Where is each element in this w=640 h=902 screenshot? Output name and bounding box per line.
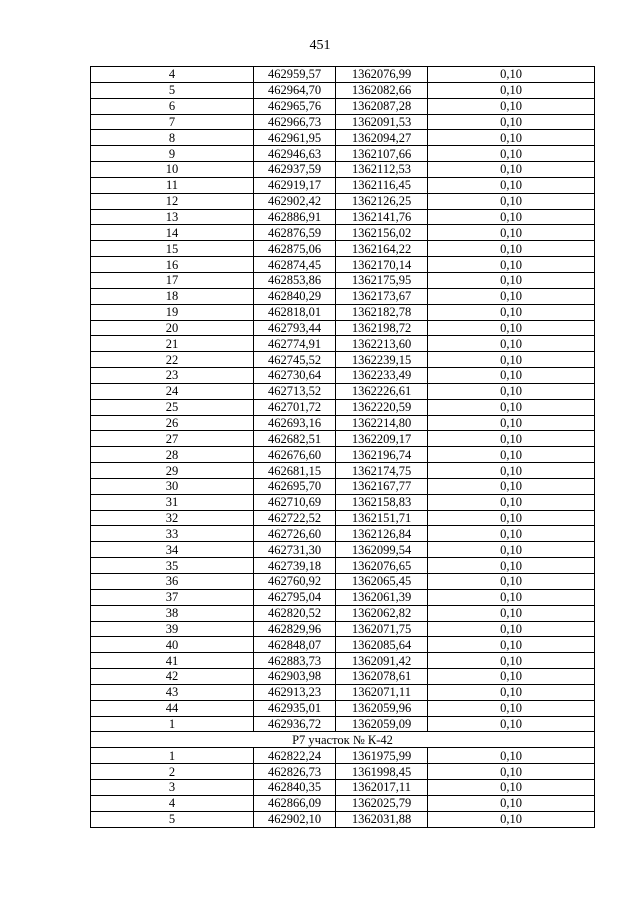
y-coordinate-cell: 1362025,79 (336, 795, 428, 811)
accuracy-cell: 0,10 (428, 494, 595, 510)
table-row (91, 795, 595, 811)
point-number-cell: 30 (91, 478, 254, 494)
accuracy-cell: 0,10 (428, 241, 595, 257)
table-row (91, 494, 595, 510)
y-coordinate-cell: 1362175,95 (336, 272, 428, 288)
point-number-cell: 24 (91, 383, 254, 399)
table-row (91, 748, 595, 764)
table-row (91, 621, 595, 637)
y-coordinate-cell: 1362164,22 (336, 241, 428, 257)
y-coordinate-cell: 1362059,96 (336, 700, 428, 716)
table-row (91, 336, 595, 352)
accuracy-cell: 0,10 (428, 463, 595, 479)
y-coordinate-cell: 1362082,66 (336, 82, 428, 98)
point-number-cell: 31 (91, 494, 254, 510)
table-row (91, 288, 595, 304)
table-row (91, 352, 595, 368)
x-coordinate-cell: 462883,73 (254, 653, 336, 669)
accuracy-cell: 0,10 (428, 589, 595, 605)
table-row (91, 415, 595, 431)
x-coordinate-cell: 462739,18 (254, 558, 336, 574)
y-coordinate-cell: 1362071,75 (336, 621, 428, 637)
table-row (91, 653, 595, 669)
x-coordinate-cell: 462818,01 (254, 304, 336, 320)
accuracy-cell: 0,10 (428, 209, 595, 225)
point-number-cell: 43 (91, 684, 254, 700)
y-coordinate-cell: 1362126,84 (336, 526, 428, 542)
accuracy-cell: 0,10 (428, 415, 595, 431)
y-coordinate-cell: 1362209,17 (336, 431, 428, 447)
accuracy-cell: 0,10 (428, 177, 595, 193)
x-coordinate-cell: 462713,52 (254, 383, 336, 399)
table-row (91, 764, 595, 780)
accuracy-cell: 0,10 (428, 162, 595, 178)
point-number-cell: 36 (91, 574, 254, 590)
table-row (91, 257, 595, 273)
accuracy-cell: 0,10 (428, 368, 595, 384)
point-number-cell: 7 (91, 114, 254, 130)
x-coordinate-cell: 462722,52 (254, 510, 336, 526)
accuracy-cell: 0,10 (428, 146, 595, 162)
accuracy-cell: 0,10 (428, 257, 595, 273)
y-coordinate-cell: 1362151,71 (336, 510, 428, 526)
point-number-cell: 14 (91, 225, 254, 241)
table-row (91, 383, 595, 399)
point-number-cell: 12 (91, 193, 254, 209)
y-coordinate-cell: 1362078,61 (336, 669, 428, 685)
x-coordinate-cell: 462848,07 (254, 637, 336, 653)
y-coordinate-cell: 1362062,82 (336, 605, 428, 621)
x-coordinate-cell: 462853,86 (254, 272, 336, 288)
y-coordinate-cell: 1362091,53 (336, 114, 428, 130)
point-number-cell: 16 (91, 257, 254, 273)
accuracy-cell: 0,10 (428, 605, 595, 621)
table-row (91, 241, 595, 257)
table-row (91, 130, 595, 146)
point-number-cell: 2 (91, 764, 254, 780)
table-row (91, 463, 595, 479)
table-row (91, 589, 595, 605)
table-row (91, 637, 595, 653)
table-row (91, 478, 595, 494)
accuracy-cell: 0,10 (428, 82, 595, 98)
y-coordinate-cell: 1362214,80 (336, 415, 428, 431)
point-number-cell: 28 (91, 447, 254, 463)
point-number-cell: 1 (91, 748, 254, 764)
accuracy-cell: 0,10 (428, 526, 595, 542)
y-coordinate-cell: 1362112,53 (336, 162, 428, 178)
accuracy-cell: 0,10 (428, 779, 595, 795)
point-number-cell: 37 (91, 589, 254, 605)
x-coordinate-cell: 462959,57 (254, 67, 336, 83)
table-row (91, 605, 595, 621)
point-number-cell: 22 (91, 352, 254, 368)
y-coordinate-cell: 1362091,42 (336, 653, 428, 669)
point-number-cell: 1 (91, 716, 254, 732)
accuracy-cell: 0,10 (428, 748, 595, 764)
x-coordinate-cell: 462902,10 (254, 811, 336, 827)
accuracy-cell: 0,10 (428, 558, 595, 574)
table-row (91, 162, 595, 178)
point-number-cell: 19 (91, 304, 254, 320)
y-coordinate-cell: 1362141,76 (336, 209, 428, 225)
accuracy-cell: 0,10 (428, 716, 595, 732)
y-coordinate-cell: 1362065,45 (336, 574, 428, 590)
x-coordinate-cell: 462829,96 (254, 621, 336, 637)
table-row (91, 225, 595, 241)
point-number-cell: 18 (91, 288, 254, 304)
point-number-cell: 11 (91, 177, 254, 193)
point-number-cell: 8 (91, 130, 254, 146)
table-row (91, 447, 595, 463)
table-row (91, 368, 595, 384)
table-row (91, 574, 595, 590)
table-row (91, 558, 595, 574)
point-number-cell: 38 (91, 605, 254, 621)
table-row (91, 779, 595, 795)
y-coordinate-cell: 1361998,45 (336, 764, 428, 780)
point-number-cell: 13 (91, 209, 254, 225)
accuracy-cell: 0,10 (428, 764, 595, 780)
x-coordinate-cell: 462820,52 (254, 605, 336, 621)
point-number-cell: 10 (91, 162, 254, 178)
x-coordinate-cell: 462874,45 (254, 257, 336, 273)
x-coordinate-cell: 462866,09 (254, 795, 336, 811)
accuracy-cell: 0,10 (428, 304, 595, 320)
y-coordinate-cell: 1362061,39 (336, 589, 428, 605)
x-coordinate-cell: 462964,70 (254, 82, 336, 98)
y-coordinate-cell: 1361975,99 (336, 748, 428, 764)
point-number-cell: 23 (91, 368, 254, 384)
table-row (91, 67, 595, 83)
x-coordinate-cell: 462693,16 (254, 415, 336, 431)
y-coordinate-cell: 1362031,88 (336, 811, 428, 827)
y-coordinate-cell: 1362213,60 (336, 336, 428, 352)
x-coordinate-cell: 462822,24 (254, 748, 336, 764)
table-row (91, 542, 595, 558)
point-number-cell: 4 (91, 67, 254, 83)
table-row (91, 272, 595, 288)
accuracy-cell: 0,10 (428, 684, 595, 700)
y-coordinate-cell: 1362196,74 (336, 447, 428, 463)
accuracy-cell: 0,10 (428, 478, 595, 494)
y-coordinate-cell: 1362220,59 (336, 399, 428, 415)
y-coordinate-cell: 1362059,09 (336, 716, 428, 732)
accuracy-cell: 0,10 (428, 653, 595, 669)
x-coordinate-cell: 462902,42 (254, 193, 336, 209)
accuracy-cell: 0,10 (428, 352, 595, 368)
table-row (91, 700, 595, 716)
x-coordinate-cell: 462937,59 (254, 162, 336, 178)
point-number-cell: 42 (91, 669, 254, 685)
accuracy-cell: 0,10 (428, 542, 595, 558)
accuracy-cell: 0,10 (428, 700, 595, 716)
point-number-cell: 9 (91, 146, 254, 162)
point-number-cell: 40 (91, 637, 254, 653)
point-number-cell: 34 (91, 542, 254, 558)
point-number-cell: 21 (91, 336, 254, 352)
y-coordinate-cell: 1362226,61 (336, 383, 428, 399)
x-coordinate-cell: 462935,01 (254, 700, 336, 716)
x-coordinate-cell: 462745,52 (254, 352, 336, 368)
table-row (91, 146, 595, 162)
x-coordinate-cell: 462876,59 (254, 225, 336, 241)
y-coordinate-cell: 1362182,78 (336, 304, 428, 320)
x-coordinate-cell: 462695,70 (254, 478, 336, 494)
y-coordinate-cell: 1362107,66 (336, 146, 428, 162)
accuracy-cell: 0,10 (428, 621, 595, 637)
x-coordinate-cell: 462826,73 (254, 764, 336, 780)
accuracy-cell: 0,10 (428, 272, 595, 288)
x-coordinate-cell: 462681,15 (254, 463, 336, 479)
x-coordinate-cell: 462936,72 (254, 716, 336, 732)
y-coordinate-cell: 1362239,15 (336, 352, 428, 368)
y-coordinate-cell: 1362087,28 (336, 98, 428, 114)
x-coordinate-cell: 462965,76 (254, 98, 336, 114)
x-coordinate-cell: 462966,73 (254, 114, 336, 130)
table-row (91, 209, 595, 225)
x-coordinate-cell: 462774,91 (254, 336, 336, 352)
point-number-cell: 5 (91, 82, 254, 98)
point-number-cell: 17 (91, 272, 254, 288)
accuracy-cell: 0,10 (428, 67, 595, 83)
y-coordinate-cell: 1362126,25 (336, 193, 428, 209)
x-coordinate-cell: 462840,29 (254, 288, 336, 304)
y-coordinate-cell: 1362017,11 (336, 779, 428, 795)
point-number-cell: 15 (91, 241, 254, 257)
y-coordinate-cell: 1362094,27 (336, 130, 428, 146)
x-coordinate-cell: 462701,72 (254, 399, 336, 415)
accuracy-cell: 0,10 (428, 795, 595, 811)
y-coordinate-cell: 1362076,99 (336, 67, 428, 83)
y-coordinate-cell: 1362167,77 (336, 478, 428, 494)
accuracy-cell: 0,10 (428, 320, 595, 336)
table-row (91, 716, 595, 732)
table-row (91, 811, 595, 827)
x-coordinate-cell: 462903,98 (254, 669, 336, 685)
coordinates-table (90, 66, 595, 828)
point-number-cell: 32 (91, 510, 254, 526)
table-row (91, 177, 595, 193)
table-row (91, 526, 595, 542)
point-number-cell: 26 (91, 415, 254, 431)
point-number-cell: 4 (91, 795, 254, 811)
accuracy-cell: 0,10 (428, 114, 595, 130)
x-coordinate-cell: 462682,51 (254, 431, 336, 447)
point-number-cell: 39 (91, 621, 254, 637)
table-row (91, 193, 595, 209)
point-number-cell: 6 (91, 98, 254, 114)
accuracy-cell: 0,10 (428, 431, 595, 447)
accuracy-cell: 0,10 (428, 447, 595, 463)
table-row (91, 431, 595, 447)
accuracy-cell: 0,10 (428, 336, 595, 352)
table-row (91, 82, 595, 98)
x-coordinate-cell: 462886,91 (254, 209, 336, 225)
table-row (91, 669, 595, 685)
x-coordinate-cell: 462731,30 (254, 542, 336, 558)
point-number-cell: 41 (91, 653, 254, 669)
y-coordinate-cell: 1362099,54 (336, 542, 428, 558)
accuracy-cell: 0,10 (428, 637, 595, 653)
y-coordinate-cell: 1362198,72 (336, 320, 428, 336)
table-row (91, 399, 595, 415)
y-coordinate-cell: 1362116,45 (336, 177, 428, 193)
point-number-cell: 33 (91, 526, 254, 542)
point-number-cell: 44 (91, 700, 254, 716)
section-row (91, 732, 595, 748)
y-coordinate-cell: 1362085,64 (336, 637, 428, 653)
y-coordinate-cell: 1362174,75 (336, 463, 428, 479)
x-coordinate-cell: 462875,06 (254, 241, 336, 257)
y-coordinate-cell: 1362076,65 (336, 558, 428, 574)
x-coordinate-cell: 462710,69 (254, 494, 336, 510)
table-row (91, 510, 595, 526)
table-row (91, 320, 595, 336)
table-row (91, 304, 595, 320)
accuracy-cell: 0,10 (428, 288, 595, 304)
x-coordinate-cell: 462913,23 (254, 684, 336, 700)
section-title: Р7 участок № К-42 (91, 732, 595, 748)
table-row (91, 98, 595, 114)
accuracy-cell: 0,10 (428, 510, 595, 526)
y-coordinate-cell: 1362233,49 (336, 368, 428, 384)
accuracy-cell: 0,10 (428, 130, 595, 146)
point-number-cell: 3 (91, 779, 254, 795)
x-coordinate-cell: 462760,92 (254, 574, 336, 590)
table-row (91, 684, 595, 700)
accuracy-cell: 0,10 (428, 98, 595, 114)
x-coordinate-cell: 462795,04 (254, 589, 336, 605)
accuracy-cell: 0,10 (428, 811, 595, 827)
y-coordinate-cell: 1362071,11 (336, 684, 428, 700)
accuracy-cell: 0,10 (428, 399, 595, 415)
x-coordinate-cell: 462946,63 (254, 146, 336, 162)
coordinates-table-body (91, 67, 595, 828)
x-coordinate-cell: 462961,95 (254, 130, 336, 146)
x-coordinate-cell: 462730,64 (254, 368, 336, 384)
point-number-cell: 5 (91, 811, 254, 827)
y-coordinate-cell: 1362173,67 (336, 288, 428, 304)
point-number-cell: 25 (91, 399, 254, 415)
point-number-cell: 20 (91, 320, 254, 336)
point-number-cell: 35 (91, 558, 254, 574)
y-coordinate-cell: 1362158,83 (336, 494, 428, 510)
accuracy-cell: 0,10 (428, 669, 595, 685)
accuracy-cell: 0,10 (428, 225, 595, 241)
accuracy-cell: 0,10 (428, 574, 595, 590)
x-coordinate-cell: 462919,17 (254, 177, 336, 193)
page-number: 451 (309, 38, 331, 53)
accuracy-cell: 0,10 (428, 383, 595, 399)
x-coordinate-cell: 462676,60 (254, 447, 336, 463)
y-coordinate-cell: 1362156,02 (336, 225, 428, 241)
x-coordinate-cell: 462726,60 (254, 526, 336, 542)
x-coordinate-cell: 462840,35 (254, 779, 336, 795)
accuracy-cell: 0,10 (428, 193, 595, 209)
point-number-cell: 27 (91, 431, 254, 447)
y-coordinate-cell: 1362170,14 (336, 257, 428, 273)
point-number-cell: 29 (91, 463, 254, 479)
x-coordinate-cell: 462793,44 (254, 320, 336, 336)
table-row (91, 114, 595, 130)
